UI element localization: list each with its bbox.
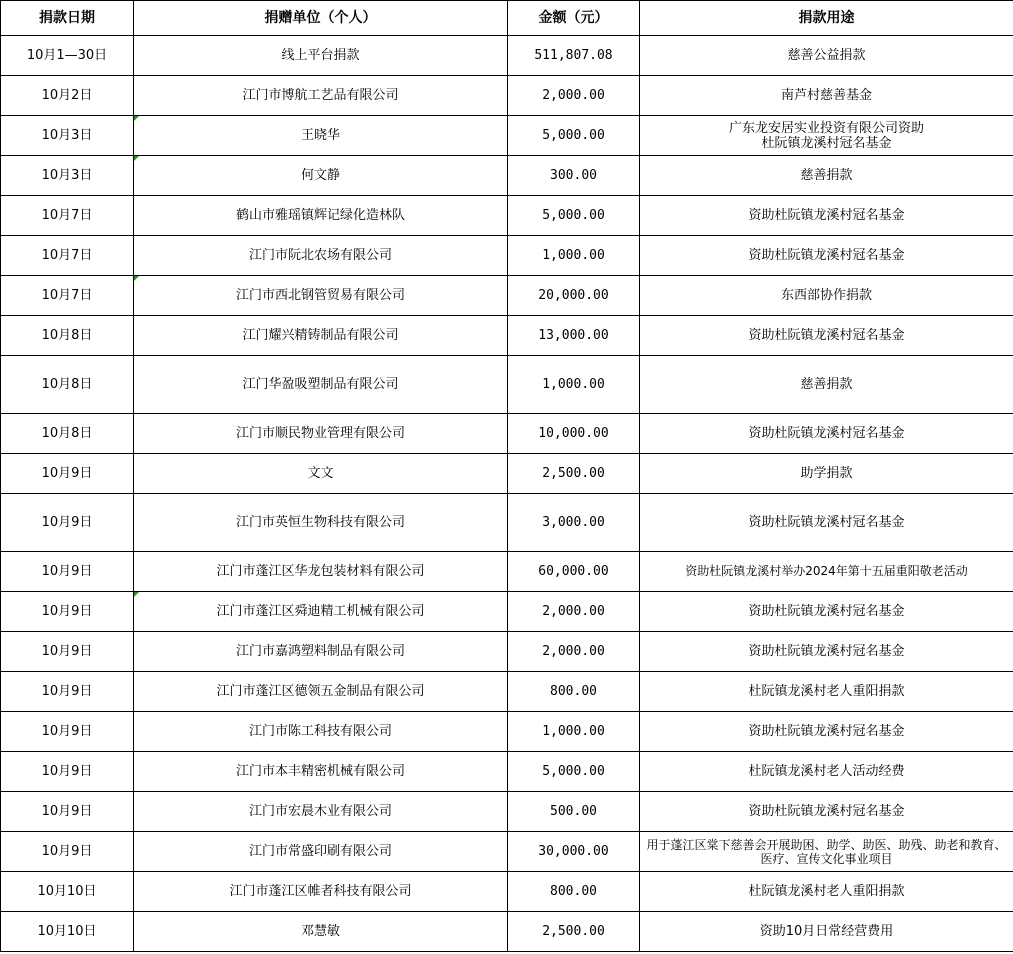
date-cell: 10月9日: [1, 672, 134, 712]
date-cell: 10月8日: [1, 316, 134, 356]
header-donor: 捐赠单位（个人）: [134, 1, 508, 36]
donor-cell: 江门市顺民物业管理有限公司: [134, 414, 508, 454]
table-row: [1, 156, 1013, 196]
date-cell: 10月8日: [1, 414, 134, 454]
table-row: [1, 494, 1013, 552]
donor-cell: 江门市蓬江区华龙包装材料有限公司: [134, 552, 508, 592]
purpose-cell: 资助杜阮镇龙溪村冠名基金: [640, 196, 1013, 236]
purpose-cell: 资助10月日常经营费用: [640, 912, 1013, 952]
donor-cell: [134, 156, 508, 196]
amount-cell: 2,000.00: [508, 76, 640, 116]
header-row: [1, 1, 1013, 36]
donor-text: 王晓华: [300, 128, 340, 143]
donor-cell: 江门市陈工科技有限公司: [134, 712, 508, 752]
amount-cell: 5,000.00: [508, 116, 640, 156]
purpose-cell: 资助杜阮镇龙溪村冠名基金: [640, 414, 1013, 454]
purpose-cell: 资助杜阮镇龙溪村冠名基金: [640, 316, 1013, 356]
table-row: [1, 414, 1013, 454]
donor-cell: 文文: [134, 454, 508, 494]
date-cell: 10月8日: [1, 356, 134, 414]
table-row: [1, 316, 1013, 356]
amount-cell: 5,000.00: [508, 752, 640, 792]
amount-cell: 500.00: [508, 792, 640, 832]
purpose-cell: 资助杜阮镇龙溪村冠名基金: [640, 236, 1013, 276]
table-row: [1, 632, 1013, 672]
amount-cell: 10,000.00: [508, 414, 640, 454]
amount-cell: 1,000.00: [508, 712, 640, 752]
donor-cell: 江门耀兴精铸制品有限公司: [134, 316, 508, 356]
date-cell: 10月2日: [1, 76, 134, 116]
date-cell: 10月9日: [1, 832, 134, 872]
table-row: [1, 196, 1013, 236]
amount-cell: 800.00: [508, 672, 640, 712]
donor-cell: [134, 116, 508, 156]
purpose-cell: 杜阮镇龙溪村老人重阳捐款: [640, 672, 1013, 712]
donor-cell: 江门市本丰精密机械有限公司: [134, 752, 508, 792]
date-cell: 10月3日: [1, 156, 134, 196]
donor-cell: 江门市英恒生物科技有限公司: [134, 494, 508, 552]
donor-cell: 鹤山市雅瑶镇辉记绿化造林队: [134, 196, 508, 236]
donor-cell: 江门市蓬江区帷者科技有限公司: [134, 872, 508, 912]
donor-cell: 线上平台捐款: [134, 36, 508, 76]
date-cell: 10月9日: [1, 454, 134, 494]
donor-cell: 江门市宏晨木业有限公司: [134, 792, 508, 832]
amount-cell: 20,000.00: [508, 276, 640, 316]
date-cell: 10月7日: [1, 196, 134, 236]
donor-cell: 江门市博航工艺品有限公司: [134, 76, 508, 116]
purpose-cell: 慈善公益捐款: [640, 36, 1013, 76]
table-row: [1, 672, 1013, 712]
purpose-cell: 资助杜阮镇龙溪村冠名基金: [640, 792, 1013, 832]
table-row: [1, 712, 1013, 752]
date-cell: 10月9日: [1, 792, 134, 832]
date-cell: 10月1—30日: [1, 36, 134, 76]
header-purpose: 捐款用途: [640, 1, 1013, 36]
date-cell: 10月9日: [1, 712, 134, 752]
purpose-cell: 资助杜阮镇龙溪村冠名基金: [640, 592, 1013, 632]
comment-marker: [134, 276, 139, 281]
date-cell: 10月9日: [1, 632, 134, 672]
date-cell: 10月9日: [1, 552, 134, 592]
date-cell: 10月7日: [1, 236, 134, 276]
purpose-cell: 用于蓬江区棠下慈善会开展助困、助学、助医、助残、助老和教育、医疗、宣传文化事业项目: [640, 832, 1013, 872]
table-row: [1, 552, 1013, 592]
amount-cell: 5,000.00: [508, 196, 640, 236]
date-cell: 10月10日: [1, 912, 134, 952]
amount-cell: 60,000.00: [508, 552, 640, 592]
purpose-cell: 慈善捐款: [640, 356, 1013, 414]
amount-cell: 1,000.00: [508, 356, 640, 414]
comment-marker: [134, 156, 139, 161]
date-cell: 10月10日: [1, 872, 134, 912]
header-amount: 金额（元）: [508, 1, 640, 36]
amount-cell: 2,500.00: [508, 454, 640, 494]
date-cell: 10月7日: [1, 276, 134, 316]
table-row: [1, 752, 1013, 792]
table-row: [1, 276, 1013, 316]
donor-cell: 江门市蓬江区德领五金制品有限公司: [134, 672, 508, 712]
amount-cell: 13,000.00: [508, 316, 640, 356]
purpose-cell: 南芦村慈善基金: [640, 76, 1013, 116]
date-cell: 10月9日: [1, 494, 134, 552]
table-row: [1, 36, 1013, 76]
purpose-cell: 东西部协作捐款: [640, 276, 1013, 316]
table-row: [1, 76, 1013, 116]
table-row: [1, 236, 1013, 276]
donor-cell: [134, 276, 508, 316]
amount-cell: 300.00: [508, 156, 640, 196]
purpose-cell: 杜阮镇龙溪村老人重阳捐款: [640, 872, 1013, 912]
purpose-cell: 杜阮镇龙溪村老人活动经费: [640, 752, 1013, 792]
table-row: [1, 592, 1013, 632]
purpose-cell: 慈善捐款: [640, 156, 1013, 196]
table-row: [1, 116, 1013, 156]
comment-marker: [134, 116, 139, 121]
table-row: [1, 912, 1013, 952]
table-row: [1, 454, 1013, 494]
table-row: [1, 832, 1013, 872]
purpose-cell: 资助杜阮镇龙溪村冠名基金: [640, 494, 1013, 552]
purpose-cell: 资助杜阮镇龙溪村冠名基金: [640, 712, 1013, 752]
date-cell: 10月9日: [1, 752, 134, 792]
date-cell: 10月3日: [1, 116, 134, 156]
donor-text: 何文静: [300, 168, 340, 183]
amount-cell: 30,000.00: [508, 832, 640, 872]
amount-cell: 2,000.00: [508, 632, 640, 672]
purpose-cell: 资助杜阮镇龙溪村举办2024年第十五届重阳敬老活动: [640, 552, 1013, 592]
donor-cell: 江门华盈吸塑制品有限公司: [134, 356, 508, 414]
purpose-cell: 资助杜阮镇龙溪村冠名基金: [640, 632, 1013, 672]
amount-cell: 3,000.00: [508, 494, 640, 552]
donor-cell: [134, 592, 508, 632]
table-row: [1, 872, 1013, 912]
amount-cell: 511,807.08: [508, 36, 640, 76]
date-cell: 10月9日: [1, 592, 134, 632]
donor-text: 江门市蓬江区舜迪精工机械有限公司: [216, 604, 425, 619]
donor-cell: 江门市常盛印刷有限公司: [134, 832, 508, 872]
donor-cell: 邓慧敏: [134, 912, 508, 952]
amount-cell: 2,000.00: [508, 592, 640, 632]
amount-cell: 1,000.00: [508, 236, 640, 276]
amount-cell: 2,500.00: [508, 912, 640, 952]
table-row: [1, 356, 1013, 414]
amount-cell: 800.00: [508, 872, 640, 912]
donor-text: 江门市西北钢管贸易有限公司: [235, 288, 405, 303]
purpose-cell: 助学捐款: [640, 454, 1013, 494]
header-date: 捐款日期: [1, 1, 134, 36]
comment-marker: [134, 592, 139, 597]
table-row: [1, 792, 1013, 832]
donor-cell: 江门市阮北农场有限公司: [134, 236, 508, 276]
purpose-cell: 广东龙安居实业投资有限公司资助 杜阮镇龙溪村冠名基金: [640, 116, 1013, 156]
donor-cell: 江门市嘉鸿塑料制品有限公司: [134, 632, 508, 672]
